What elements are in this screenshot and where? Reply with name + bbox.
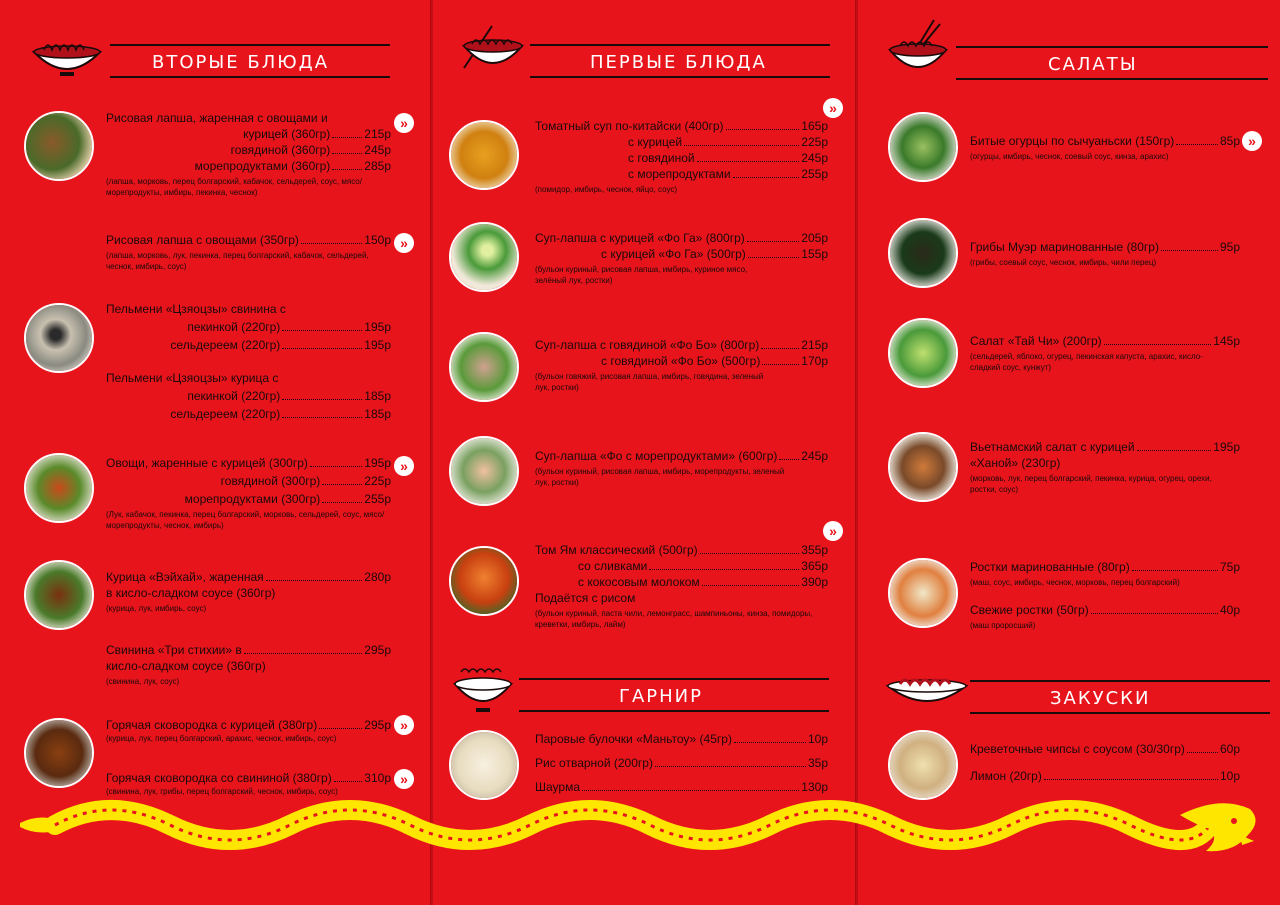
item-description: (курица, лук, имбирь, соус) [106, 604, 207, 613]
item-price: 390р [801, 575, 828, 589]
item-description: (бульон куриный, рисовая лапша, имбирь, морепродукты, зеленый лук, ростки) [535, 467, 785, 487]
item-price: 10р [1219, 769, 1240, 783]
double-chevron-icon[interactable]: » [394, 456, 414, 476]
item-name: Суп-лапша с говядиной «Фо Бо» (800гр) [535, 338, 760, 352]
header-rule-bottom [110, 76, 390, 78]
dish-photo-pho-ga [449, 222, 519, 292]
item-name: Суп-лапша с курицей «Фо Га» (800гр) [535, 231, 745, 245]
menu-item [535, 542, 828, 630]
double-chevron-icon[interactable]: » [394, 113, 414, 133]
item-price: 10р [807, 732, 828, 746]
item-price: 85р [1219, 134, 1240, 148]
item-name: Креветочные чипсы с соусом (30/30гр) [970, 742, 1185, 756]
item-line [535, 574, 828, 590]
item-line [106, 658, 391, 674]
item-name: с курицей «Фо Га» (500гр) [601, 247, 746, 261]
item-name: в кисло-сладком соусе (360гр) [106, 586, 276, 600]
menu-item [106, 770, 391, 797]
dish-photo-chicken-weihai [24, 560, 94, 630]
item-line [106, 585, 391, 601]
item-name: с говядиной [628, 151, 695, 165]
item-line [970, 133, 1240, 149]
header-rule-top [970, 680, 1270, 682]
header-rule-top [519, 678, 829, 680]
menu-item [106, 301, 391, 353]
item-name: Курица «Вэйхай», жаренная [106, 570, 264, 584]
item-line [535, 150, 828, 166]
item-price: 185р [364, 407, 391, 421]
menu-item [535, 118, 828, 195]
dot-leader [649, 569, 799, 570]
menu-item [106, 370, 391, 422]
item-name: Паровые булочки «Маньтоу» (45гр) [535, 732, 732, 746]
item-line [535, 118, 828, 134]
item-name: пекинкой (220гр) [187, 389, 281, 403]
item-name: сельдереем (220гр) [170, 407, 281, 421]
dot-leader [655, 766, 806, 767]
item-line [106, 455, 391, 471]
item-line [535, 448, 828, 464]
double-chevron-icon[interactable]: » [1242, 131, 1262, 151]
snacks-list [970, 741, 1240, 784]
item-line [106, 319, 391, 335]
dish-photo-prawn-chips [888, 730, 958, 800]
item-name: Пельмени «Цзяоцзы» свинина с [106, 302, 286, 316]
item-price: 355р [801, 543, 828, 557]
menu-item [106, 717, 391, 744]
item-line [535, 590, 828, 606]
item-price: 295р [364, 643, 391, 657]
section-title: ГАРНИР [619, 686, 703, 707]
header-rule-top [530, 44, 830, 46]
item-price: 195р [364, 338, 391, 352]
item-name: курицей (360гр) [243, 127, 331, 141]
item-line [106, 301, 391, 317]
column-main-dishes [0, 0, 430, 905]
item-name: сельдереем (220гр) [170, 338, 281, 352]
dot-leader [726, 129, 800, 130]
item-price: 130р [801, 780, 828, 794]
section-header-garnish [451, 662, 831, 707]
dot-leader [332, 169, 362, 170]
item-price: 40р [1219, 603, 1240, 617]
item-name: со сливками [578, 559, 648, 573]
item-price: 95р [1219, 240, 1240, 254]
dot-leader [1132, 570, 1218, 571]
header-rule-bottom [519, 710, 829, 712]
dot-leader [301, 243, 362, 244]
dot-leader [319, 728, 362, 729]
item-price: 145р [1213, 334, 1240, 348]
noodle-bowl-icon [886, 664, 968, 714]
header-rule-bottom [970, 712, 1270, 714]
header-rule-bottom [956, 78, 1268, 80]
item-line [106, 569, 391, 585]
item-name: пекинкой (220гр) [187, 320, 281, 334]
menu-item [535, 230, 828, 286]
dot-leader [332, 137, 362, 138]
list-item [970, 768, 1240, 784]
item-line [106, 370, 391, 386]
dot-leader [282, 399, 362, 400]
list-item [970, 741, 1240, 757]
item-description: (маш, соус, имбирь, чеснок, морковь, перец болгарский) [970, 578, 1180, 587]
item-name: Горячая сковородка со свининой (380гр) [106, 771, 332, 785]
section-header-main-dishes [30, 32, 395, 72]
item-name: с кокосовым молоком [578, 575, 700, 589]
item-name: говядиной (300гр) [220, 474, 321, 488]
menu-item [970, 439, 1240, 495]
noodle-bowl-icon [451, 662, 515, 718]
item-description: (бульон куриный, рисовая лапша, имбирь, куриное мясо, зелёный лук, ростки) [535, 265, 748, 285]
header-rule-bottom [530, 76, 830, 78]
dot-leader [702, 585, 800, 586]
double-chevron-icon[interactable]: » [394, 233, 414, 253]
dish-photo-vegetables [24, 453, 94, 523]
item-line [106, 717, 391, 733]
dot-leader [282, 417, 362, 418]
item-line [106, 232, 391, 248]
list-item [535, 755, 828, 771]
item-name: Свежие ростки (50гр) [970, 603, 1089, 617]
menu-item [970, 602, 1240, 631]
item-line [535, 353, 828, 369]
dish-photo-cucumbers [888, 112, 958, 182]
dot-leader [734, 742, 806, 743]
dragon-ornament [0, 795, 1280, 875]
dish-photo-dumplings [24, 303, 94, 373]
item-line [970, 559, 1240, 575]
item-price: 225р [364, 474, 391, 488]
dot-leader [310, 466, 362, 467]
double-chevron-icon[interactable]: » [394, 715, 414, 735]
dot-leader [684, 145, 799, 146]
item-price: 280р [364, 570, 391, 584]
item-price: 60р [1219, 742, 1240, 756]
item-name: Лимон (20гр) [970, 769, 1042, 783]
menu-item [106, 455, 391, 531]
section-title: ВТОРЫЕ БЛЮДА [152, 52, 330, 73]
item-line [535, 246, 828, 262]
dot-leader [761, 348, 799, 349]
double-chevron-icon[interactable]: » [394, 769, 414, 789]
item-description: (маш проросший) [970, 621, 1036, 630]
item-line [535, 230, 828, 246]
noodle-bowl-icon [30, 28, 104, 78]
list-item [535, 731, 828, 747]
menu-item [106, 569, 391, 614]
header-rule-top [956, 46, 1268, 48]
double-chevron-icon[interactable]: » [823, 521, 843, 541]
dish-photo-mushrooms [888, 218, 958, 288]
item-line [106, 406, 391, 422]
dish-photo-rice-noodles [24, 111, 94, 181]
item-price: 155р [801, 247, 828, 261]
dot-leader [322, 484, 362, 485]
double-chevron-icon[interactable]: » [823, 98, 843, 118]
menu-item [535, 448, 828, 488]
item-price: 35р [807, 756, 828, 770]
dot-leader [1091, 613, 1218, 614]
item-price: 365р [801, 559, 828, 573]
item-name: Том Ям классический (500гр) [535, 543, 698, 557]
section-title: САЛАТЫ [1048, 54, 1138, 75]
item-name: Рисовая лапша с овощами (350гр) [106, 233, 299, 247]
item-price: 310р [364, 771, 391, 785]
dish-photo-tomato-soup [449, 120, 519, 190]
dish-photo-pho-seafood [449, 436, 519, 506]
dot-leader [334, 781, 363, 782]
dish-photo-hot-pan [24, 718, 94, 788]
item-price: 215р [801, 338, 828, 352]
dot-leader [762, 364, 799, 365]
dot-leader [779, 459, 799, 460]
item-line [106, 770, 391, 786]
item-price: 285р [364, 159, 391, 173]
item-line [970, 333, 1240, 349]
item-description: (морковь, лук, перец болгарский, пекинка, курица, огурец, орехи, ростки, соус) [970, 474, 1212, 494]
item-line [535, 337, 828, 353]
dot-leader [582, 790, 799, 791]
dot-leader [266, 580, 363, 581]
dish-photo-tom-yam [449, 546, 519, 616]
item-description: (свинина, лук, грибы, перец болгарский, чеснок, имбирь, соус) [106, 787, 338, 796]
item-name: Грибы Муэр маринованные (80гр) [970, 240, 1159, 254]
item-price: 245р [801, 449, 828, 463]
garnish-list [535, 731, 828, 795]
item-line [970, 602, 1240, 618]
menu-item [535, 337, 828, 393]
item-name: с курицей [628, 135, 683, 149]
noodle-bowl-icon [888, 16, 950, 78]
item-line [106, 473, 391, 489]
item-line [106, 337, 391, 353]
menu-item [970, 239, 1240, 268]
menu-item [106, 642, 391, 687]
item-name: морепродуктами (360гр) [194, 159, 331, 173]
dish-photo-pho-bo [449, 332, 519, 402]
item-price: 195р [1213, 440, 1240, 454]
dot-leader [282, 348, 362, 349]
section-title: ЗАКУСКИ [1050, 688, 1151, 709]
item-name: Вьетнамский салат с курицей [970, 440, 1135, 454]
item-name: Салат «Тай Чи» (200гр) [970, 334, 1102, 348]
item-name: Рис отварной (200гр) [535, 756, 653, 770]
noodle-bowl-icon [458, 20, 528, 76]
item-name: морепродуктами (300гр) [184, 492, 321, 506]
item-line [106, 126, 391, 142]
item-price: 245р [364, 143, 391, 157]
item-price: 215р [364, 127, 391, 141]
item-line [106, 110, 391, 126]
item-description: (грибы, соевый соус, чеснок, имбирь, чили перец) [970, 258, 1157, 267]
section-title: ПЕРВЫЕ БЛЮДА [590, 52, 767, 73]
item-description: (огурцы, имбирь, чеснок, соевый соус, кинза, арахис) [970, 152, 1169, 161]
dot-leader [244, 653, 363, 654]
item-price: 295р [364, 718, 391, 732]
item-description: (сельдерей, яблоко, огурец, пекинская капуста, арахис, кисло-сладкий соус, кунжут) [970, 352, 1203, 372]
item-name: «Ханой» (230гр) [970, 456, 1061, 470]
item-name: Суп-лапша «Фо с морепродуктами» (600гр) [535, 449, 778, 463]
dot-leader [733, 177, 800, 178]
item-description: (Лук, кабачок, пекинка, перец болгарский, морковь, сельдерей, соус, мясо/морепродукты, чеснок, имбирь) [106, 510, 385, 530]
dish-photo-sprouts [888, 558, 958, 628]
dot-leader [1104, 344, 1212, 345]
item-name: с морепродуктами [628, 167, 731, 181]
item-name: Битые огурцы по сычуаньски (150гр) [970, 134, 1175, 148]
dish-photo-hanoi-salad [888, 432, 958, 502]
item-name: Шаурма [535, 780, 580, 794]
item-name: Ростки маринованные (80гр) [970, 560, 1130, 574]
item-price: 165р [801, 119, 828, 133]
column-salads [858, 0, 1280, 905]
dot-leader [1137, 450, 1212, 451]
item-line [106, 158, 391, 174]
item-price: 255р [364, 492, 391, 506]
column-soups [433, 0, 855, 905]
item-line [106, 491, 391, 507]
item-name: Пельмени «Цзяоцзы» курица с [106, 371, 279, 385]
item-price: 150р [364, 233, 391, 247]
menu-item [106, 110, 391, 198]
item-price: 205р [801, 231, 828, 245]
menu-item [970, 333, 1240, 373]
item-price: 75р [1219, 560, 1240, 574]
item-name: с говядиной «Фо Бо» (500гр) [601, 354, 761, 368]
item-name: кисло-сладком соусе (360гр) [106, 659, 266, 673]
section-header-soups [458, 30, 833, 73]
dot-leader [282, 330, 362, 331]
item-line [535, 134, 828, 150]
item-name: говядиной (360гр) [230, 143, 331, 157]
item-description: (лапша, морковь, лук, пекинка, перец болгарский, кабачок, сельдерей, чеснок, имбирь, соус) [106, 251, 369, 271]
item-description: (бульон говяжий, рисовая лапша, имбирь, говядина, зеленый лук, ростки) [535, 372, 764, 392]
item-price: 195р [364, 320, 391, 334]
dot-leader [1176, 144, 1218, 145]
item-name: Рисовая лапша, жаренная с овощами и [106, 111, 328, 125]
item-name: Овощи, жаренные с курицей (300гр) [106, 456, 308, 470]
section-header-salads [888, 30, 1273, 75]
dot-leader [697, 161, 800, 162]
item-description: (курица, лук, перец болгарский, арахис, чеснок, имбирь, соус) [106, 734, 337, 743]
item-line [970, 239, 1240, 255]
item-price: 195р [364, 456, 391, 470]
item-description: (лапша, морковь, перец болгарский, кабачок, сельдерей, соус, мясо/морепродукты, имбирь, пекинка, чеснок) [106, 177, 362, 197]
dish-photo-tai-chi [888, 318, 958, 388]
menu-item [970, 133, 1240, 162]
dot-leader [322, 502, 362, 503]
list-item [535, 779, 828, 795]
dot-leader [700, 553, 800, 554]
item-line [535, 542, 828, 558]
item-description: (бульон куриный, паста чили, лемонграсс, шампиньоны, кинза, помидоры, креветки, имбирь, лайм) [535, 609, 813, 629]
menu-item [106, 232, 391, 272]
dot-leader [747, 241, 800, 242]
section-header-snacks [886, 664, 1278, 709]
item-price: 255р [801, 167, 828, 181]
item-line [106, 642, 391, 658]
dot-leader [332, 153, 362, 154]
item-line [106, 388, 391, 404]
dot-leader [748, 257, 800, 258]
item-line [535, 166, 828, 182]
item-price: 170р [801, 354, 828, 368]
item-name: Свинина «Три стихии» в [106, 643, 242, 657]
item-price: 225р [801, 135, 828, 149]
header-rule-top [110, 44, 390, 46]
item-price: 185р [364, 389, 391, 403]
item-name: Подаётся с рисом [535, 591, 636, 605]
item-description: (помидор, имбирь, чеснок, яйцо, соус) [535, 185, 678, 194]
menu-item [970, 559, 1240, 588]
dot-leader [1187, 752, 1218, 753]
item-name: Томатный суп по-китайски (400гр) [535, 119, 724, 133]
dish-photo-mantou [449, 730, 519, 800]
dot-leader [1044, 779, 1218, 780]
item-name: Горячая сковородка с курицей (380гр) [106, 718, 318, 732]
item-description: (свинина, лук, соус) [106, 677, 180, 686]
item-line [106, 142, 391, 158]
item-price: 245р [801, 151, 828, 165]
item-line [970, 439, 1240, 455]
item-line [535, 558, 828, 574]
dot-leader [1161, 250, 1218, 251]
item-line [970, 455, 1240, 471]
